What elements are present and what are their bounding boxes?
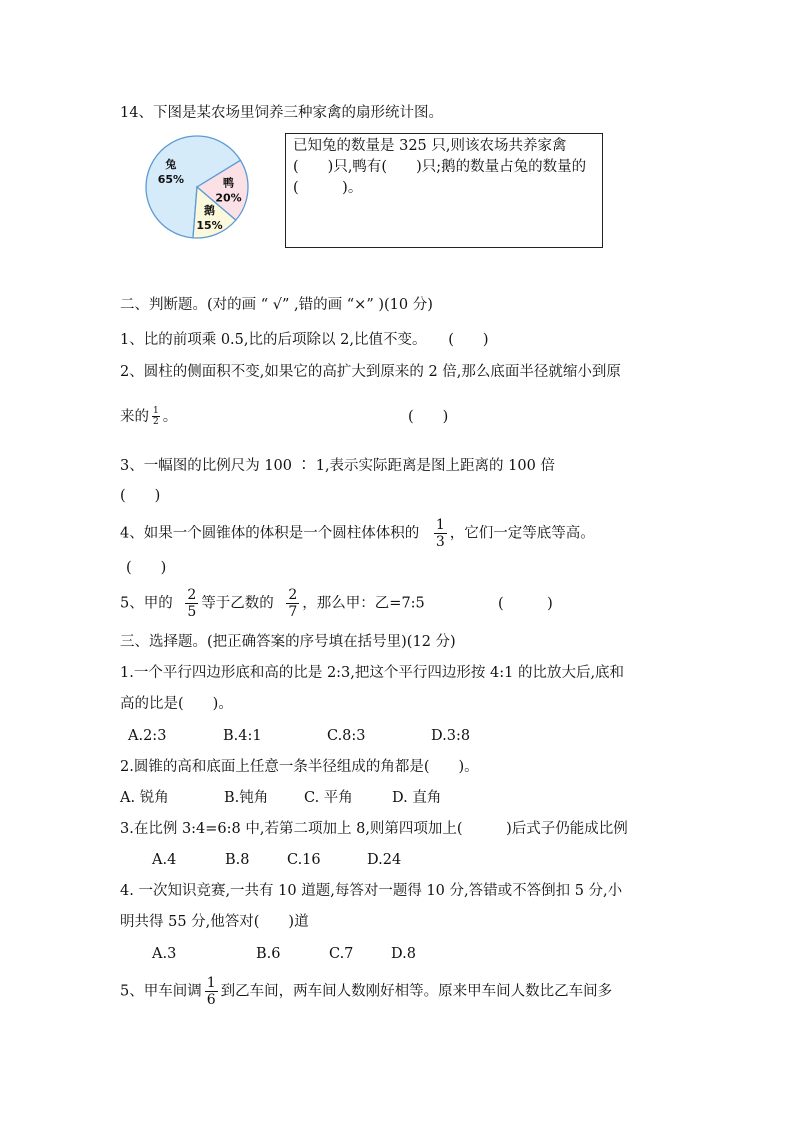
fraction-numerator: 2 [288,587,298,603]
s2-q1: 1、比的前项乘 0.5,比的后项除以 2,比值不变。 ( ) [120,332,489,348]
s3-q3-option-b: B.8 [225,852,250,868]
fraction-numerator: 1 [153,406,159,416]
s3-q2-line1: 2.圆锥的高和底面上任意一条半径组成的角都是( )。 [120,759,479,775]
s3-q4-line1: 4. 一次知识竞赛,一共有 10 道题,每答对一题得 10 分,答错或不答倒扣 5 分,小 [120,883,623,899]
s3-q1-option-b: B.4:1 [223,728,262,744]
s3-q5 [120,976,612,1007]
s3-q2-option-d: D. 直角 [392,790,442,806]
s2-q2-prefix: 来的 [120,409,149,425]
s3-q5-prefix: 5、甲车间调 [120,983,202,1000]
fraction-denominator: 3 [435,534,445,550]
s2-q3-line1: 3、一幅图的比例尺为 100 ∶ 1,表示实际距离是图上距离的 100 倍 [120,458,555,474]
pie-slice-value-1: 20% [215,191,242,205]
fraction-denominator: 7 [288,604,298,620]
q14-info-box [285,133,603,248]
fraction-numerator: 1 [206,975,216,991]
s3-q2-option-a: A. 锐角 [120,790,169,806]
fraction-numerator: 2 [187,587,197,603]
pie-slice-label-1: 鸭 [223,176,235,190]
fraction-one-third [434,518,447,549]
s3-q4-option-a: A.3 [152,946,177,962]
s2-q2-line1: 2、圆柱的侧面积不变,如果它的高扩大到原来的 2 倍,那么底面半径就缩小到原 [120,364,621,380]
s3-q1-option-c: C.8:3 [327,728,366,744]
s3-q1-line1: 1.一个平行四边形底和高的比是 2:3,把这个平行四边形按 4:1 的比放大后,底和 [120,665,625,681]
s2-q2-line2 [120,407,177,427]
fraction-denominator: 2 [153,417,159,427]
pie-slice-value-0: 65% [157,173,185,187]
s3-q3-line1: 3.在比例 3:4=6:8 中,若第二项加上 8,则第四项加上( )后式子仍能成比例 [120,821,628,837]
fraction-two-sevenths [286,588,299,619]
pie-slice-value-2: 15% [196,219,223,233]
pie-slice-label-0: 兔 [165,158,177,172]
s3-q3-option-c: C.16 [287,852,321,868]
s3-q4-option-c: C.7 [329,946,354,962]
fraction-denominator: 6 [206,992,216,1008]
s3-q4-option-d: D.8 [391,946,416,962]
fraction-one-sixth [205,976,218,1007]
s2-q5-paren: ( ) [498,596,553,612]
section3-header: 三、选择题。(把正确答案的序号填在括号里)(12 分) [120,634,456,650]
section2-header: 二、判断题。(对的画 “ √” ,错的画 “×” )(10 分) [120,297,433,313]
s3-q1-option-d: D.3:8 [431,728,471,744]
s3-q2-option-c: C. 平角 [304,790,353,806]
s3-q4-option-b: B.6 [256,946,281,962]
q14-title: 14、下图是某农场里饲养三种家禽的扇形统计图。 [120,105,443,121]
s2-q4-suffix: ，它们一定等底等高。 [449,525,595,542]
s2-q2-paren: ( ) [408,409,449,425]
fraction-one-half [152,407,160,427]
s2-q5-suffix: ，那么甲：乙=7:5 [302,595,425,612]
s2-q4-prefix: 4、如果一个圆锥体的体积是一个圆柱体体积的 [120,525,420,542]
s3-q2-option-b: B.钝角 [224,790,269,806]
s3-q1-line2: 高的比是( )。 [120,696,233,712]
s3-q4-line2: 明共得 55 分,他答对( )道 [120,914,309,930]
fraction-two-fifths [185,588,198,619]
s2-q5 [120,588,425,619]
pie-slice-label-2: 鹅 [203,204,215,218]
fraction-numerator: 1 [435,517,445,533]
fraction-denominator: 5 [187,604,197,620]
s2-q4-paren: ( ) [126,560,167,576]
s2-q3-paren: ( ) [120,488,161,504]
s3-q3-option-a: A.4 [152,852,177,868]
s2-q2-suffix: 。 [162,409,178,425]
s2-q5-mid: 等于乙数的 [201,595,274,612]
s2-q4 [120,518,595,549]
q14-box-text: 已知兔的数量是 325 只,则该农场共养家禽( )只,鸭有( )只;鹅的数量占兔的数量的 ( )。 [293,138,587,196]
s3-q5-suffix: 到乙车间，两车间人数刚好相等。原来甲车间人数比乙车间多 [220,983,613,1000]
s3-q3-option-d: D.24 [367,852,402,868]
pie-chart [140,135,260,245]
s2-q5-prefix: 5、甲的 [120,595,173,612]
s3-q1-option-a: A.2:3 [128,728,167,744]
